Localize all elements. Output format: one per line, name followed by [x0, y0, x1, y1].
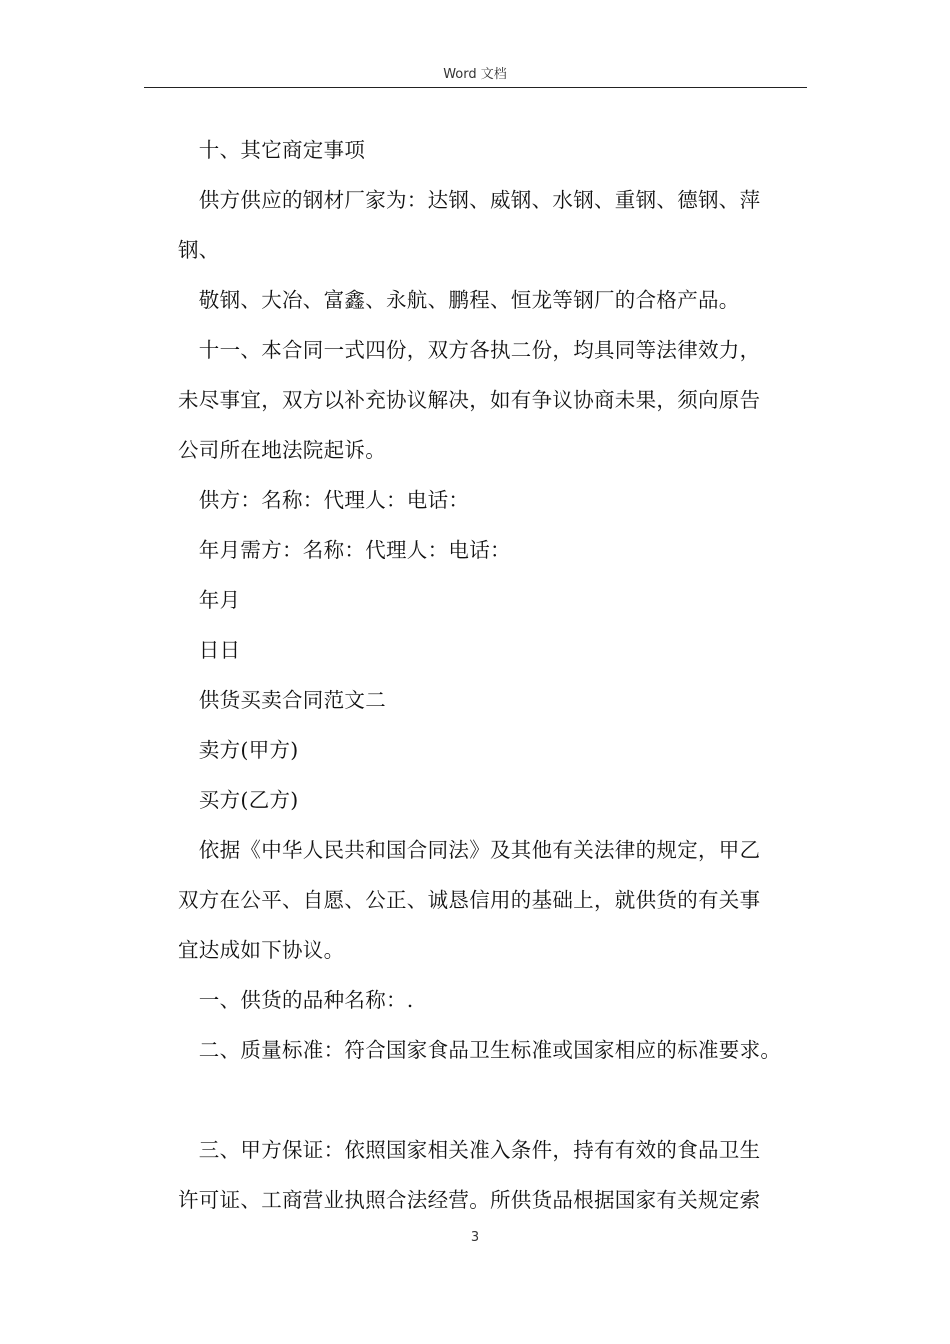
- paragraph-line: 双方在公平、自愿、公正、诚恳信用的基础上，就供货的有关事: [178, 888, 761, 912]
- paragraph-line: 未尽事宜，双方以补充协议解决，如有争议协商未果，须向原告: [178, 388, 761, 412]
- document-header-title: Word 文档: [443, 67, 507, 82]
- page-number: 3: [470, 1230, 480, 1245]
- paragraph-line: 卖方(甲方): [178, 738, 299, 762]
- paragraph-line: 三、甲方保证：依照国家相关准入条件，持有有效的食品卫生: [178, 1138, 761, 1162]
- document-body: [178, 125, 808, 1225]
- paragraph-line: 年月需方：名称：代理人：电话：: [178, 538, 511, 562]
- paragraph-line: 宜达成如下协议。: [178, 938, 345, 962]
- paragraph-line: 钢、: [178, 238, 220, 262]
- paragraph-line: 供方：名称：代理人：电话：: [178, 488, 470, 512]
- paragraph-line: 一、供货的品种名称：.: [178, 988, 414, 1012]
- paragraph-line: 依据《中华人民共和国合同法》及其他有关法律的规定，甲乙: [178, 838, 761, 862]
- paragraph-line: 二、质量标准：符合国家食品卫生标准或国家相应的标准要求。: [178, 1038, 782, 1062]
- paragraph-line: 十、其它商定事项: [178, 138, 366, 162]
- section-heading: 供货买卖合同范文二: [178, 688, 386, 712]
- paragraph-line: 年月: [178, 588, 241, 612]
- paragraph-line: 买方(乙方): [178, 788, 299, 812]
- paragraph-line: 日日: [178, 638, 241, 662]
- paragraph-line: 供方供应的钢材厂家为：达钢、威钢、水钢、重钢、德钢、萍: [178, 188, 761, 212]
- paragraph-line: 十一、本合同一式四份，双方各执二份，均具同等法律效力，: [178, 338, 761, 362]
- blank-line: [178, 1075, 808, 1125]
- paragraph-line: 敬钢、大冶、富鑫、永航、鹏程、恒龙等钢厂的合格产品。: [178, 288, 740, 312]
- header-divider: [144, 87, 807, 88]
- paragraph-line: 许可证、工商营业执照合法经营。所供货品根据国家有关规定索: [178, 1188, 761, 1212]
- paragraph-line: 公司所在地法院起诉。: [178, 438, 386, 462]
